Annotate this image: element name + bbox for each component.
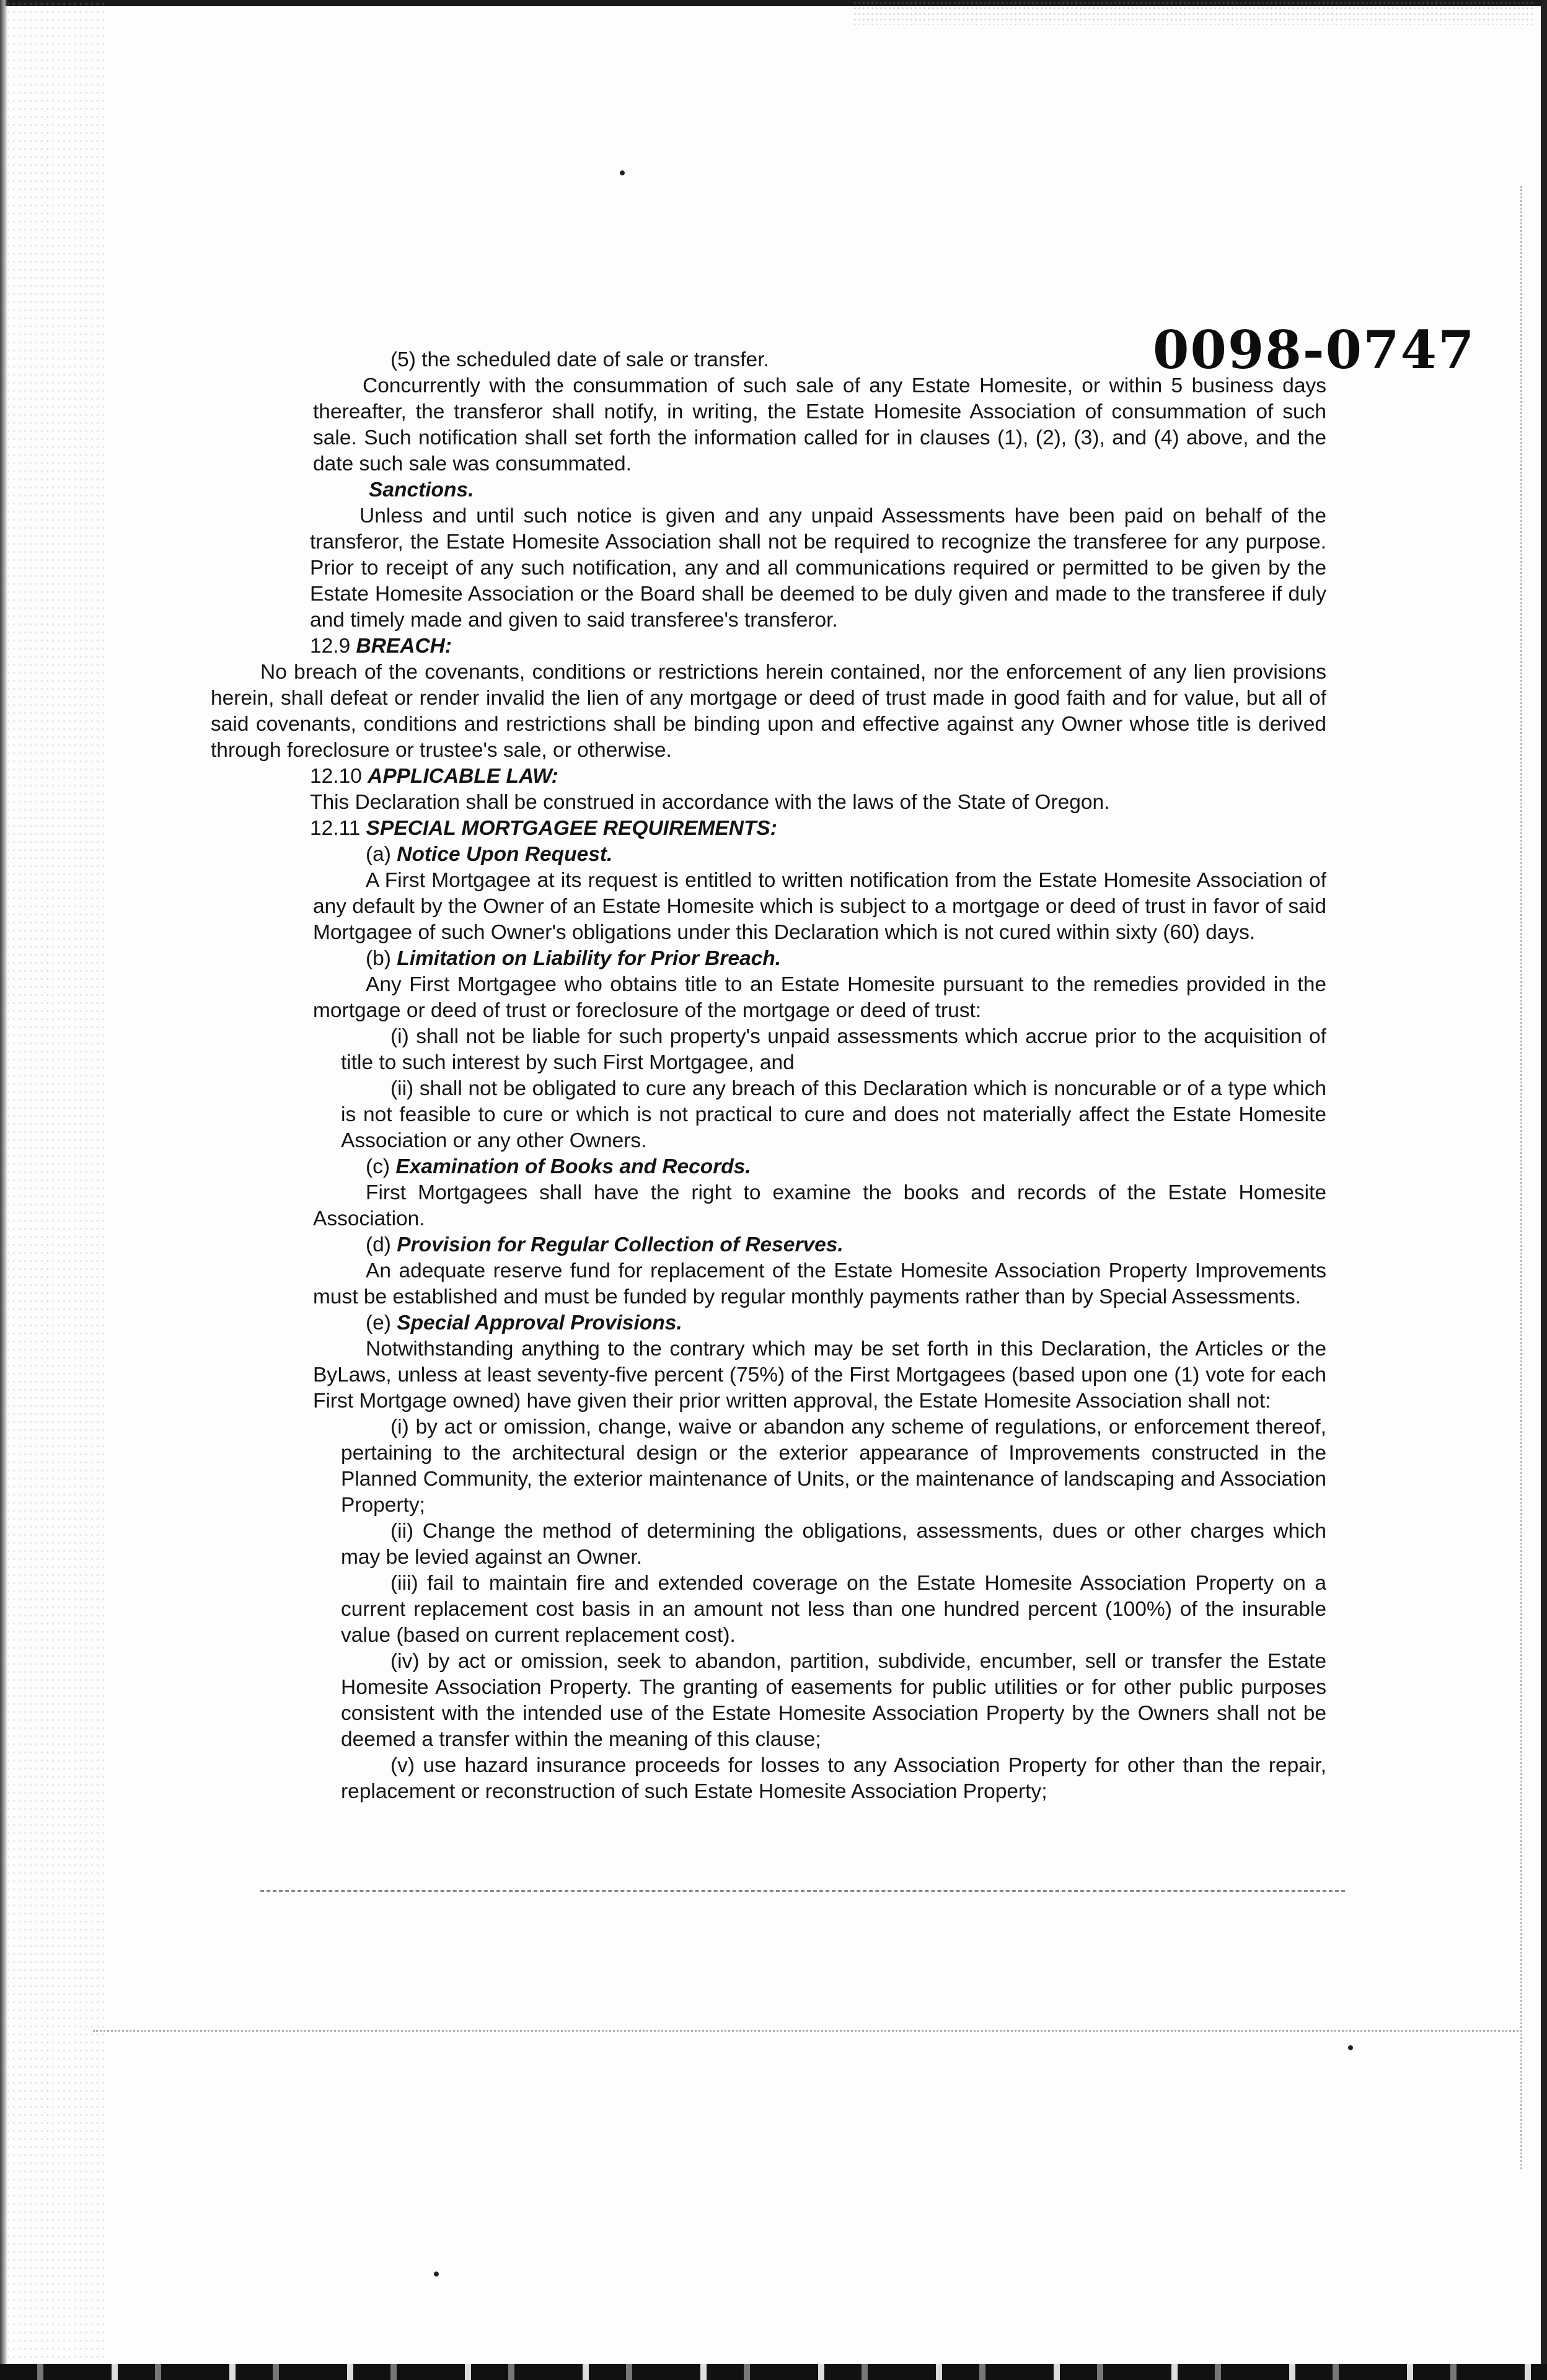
- scan-edge-bottom: [0, 2364, 1547, 2380]
- paragraph-concurrently: Concurrently with the consummation of such sale of any Estate Homesite, or within 5 business days thereafter, the transferor shall notify, in writing, the Estate Homesite Association of consummation of such sale. Such notification shall set forth the information called for in clauses (1), (2), (3), and (4) above, and the date such sale was consummated.: [313, 374, 1326, 475]
- subsection-title: Examination of Books and Records.: [395, 1155, 751, 1178]
- subsection-label: (d): [366, 1233, 397, 1256]
- paragraph-examination: First Mortgagees shall have the right to examine the books and records of the Estate Homesite Association.: [313, 1181, 1326, 1230]
- subsection-b-heading: [366, 946, 1326, 972]
- clause-5-line: (5) the scheduled date of sale or transfer.: [390, 348, 769, 371]
- subsection-a-heading: [366, 842, 1326, 868]
- clause-e-i: (i) by act or omission, change, waive or abandon any scheme of regulations, or enforcement thereof, pertaining to the architectural design or the exterior appearance of Improvements constructed in the Planned Community, the exterior maintenance of Units, or the maintenance of landscaping and Association Property;: [341, 1416, 1326, 1517]
- scan-dot: [620, 170, 625, 175]
- document-number: 0098-0747: [1153, 319, 1476, 381]
- paragraph-unless: Unless and until such notice is given and any unpaid Assessments have been paid on behalf of the transferor, the Estate Homesite Association shall not be required to recognize the transferee for any purpose. Prior to receipt of any such notification, any and all communications required or permitted to be given by the Estate Homesite Association or the Board shall be deemed to be duly given and made to the transferee if duly and timely made and given to said transferee's transferor.: [310, 505, 1326, 632]
- subsection-label: (a): [366, 843, 397, 866]
- section-number: 12.11: [310, 817, 366, 840]
- scan-dot: [1348, 2045, 1353, 2050]
- paragraph-notice-upon-request: A First Mortgagee at its request is entitled to written notification from the Estate Homesite Association of any default by the Owner of an Estate Homesite which is subject to a mortgage or deed of trust in favor of said Mortgagee of such Owner's obligations under this Declaration which is not cured within sixty (60) days.: [313, 869, 1326, 944]
- heading-sanctions: Sanctions.: [369, 478, 474, 501]
- section-number: 12.10: [310, 765, 368, 788]
- clause-e-iv: (iv) by act or omission, seek to abandon, partition, subdivide, encumber, sell or transfer the Estate Homesite Association Property. The granting of easements for public utilities or for other public purposes consistent with the intended use of the Estate Homesite Association Property by the Owners shall not be deemed a transfer within the meaning of this clause;: [341, 1650, 1326, 1751]
- clause-b-i: (i) shall not be liable for such property's unpaid assessments which accrue prior to the acquisition of title to such interest by such First Mortgagee, and: [341, 1025, 1326, 1074]
- section-number: 12.9: [310, 635, 356, 658]
- section-12-11-heading: [310, 816, 1326, 842]
- scan-speckle-right: [1520, 186, 1541, 2169]
- clause-b-ii: (ii) shall not be obligated to cure any breach of this Declaration which is noncurable or of a type which is not feasible to cure or which is not practical to cure and does not materially affect the Estate Homesite Association or any other Owners.: [341, 1077, 1326, 1152]
- bottom-rule: [260, 1890, 1345, 1892]
- paragraph-breach: No breach of the covenants, conditions or restrictions herein contained, nor the enforcement of any lien provisions herein, shall defeat or render invalid the lien of any mortgage or deed of trust made in good faith and for value, but all of said covenants, conditions and restrictions shall be binding upon and effective against any Owner whose title is derived through foreclosure or trustee's sale, or otherwise.: [211, 661, 1326, 762]
- subsection-c-heading: [366, 1154, 1326, 1180]
- subsection-title: Special Approval Provisions.: [397, 1311, 682, 1334]
- paragraph-reserves: An adequate reserve fund for replacement of the Estate Homesite Association Property Improvements must be established and must be funded by regular monthly payments rather than by Special Assessments.: [313, 1259, 1326, 1308]
- paragraph-limitation: Any First Mortgagee who obtains title to an Estate Homesite pursuant to the remedies provided in the mortgage or deed of trust or foreclosure of the mortgage or deed of trust:: [313, 973, 1326, 1022]
- subsection-label: (c): [366, 1155, 396, 1178]
- subsection-e-heading: [366, 1310, 1326, 1336]
- clause-e-iii: (iii) fail to maintain fire and extended coverage on the Estate Homesite Association Property on a current replacement cost basis in an amount not less than one hundred percent (100%) of the insurable value (based on current replacement cost).: [341, 1572, 1326, 1647]
- clause-e-ii: (ii) Change the method of determining the obligations, assessments, dues or other charges which may be levied against an Owner.: [341, 1520, 1326, 1569]
- paragraph-applicable-law: This Declaration shall be construed in accordance with the laws of the State of Oregon.: [310, 791, 1110, 814]
- scan-edge-right: [1541, 0, 1547, 2380]
- scan-speckle-top: [853, 0, 1535, 25]
- section-title: BREACH:: [356, 635, 452, 658]
- paragraph-special-approval: Notwithstanding anything to the contrary which may be set forth in this Declaration, the Articles or the ByLaws, unless at least seventy-five percent (75%) of the First Mortgagees (based upon one (1) vote for each First Mortgage owned) have given their prior written approval, the Estate Homesite Association shall not:: [313, 1338, 1326, 1413]
- subsection-title: Provision for Regular Collection of Reserves.: [397, 1233, 844, 1256]
- subsection-d-heading: [366, 1232, 1326, 1258]
- clause-e-v: (v) use hazard insurance proceeds for losses to any Association Property for other than the repair, replacement or reconstruction of such Estate Homesite Association Property;: [341, 1754, 1326, 1803]
- section-title: APPLICABLE LAW:: [368, 765, 558, 788]
- section-12-9-heading: [310, 633, 1326, 659]
- scan-dot: [434, 2272, 439, 2276]
- scan-artifact-line: [93, 2030, 1518, 2034]
- scan-speckle-left: [0, 0, 105, 2380]
- subsection-title: Notice Upon Request.: [397, 843, 613, 866]
- subsection-label: (e): [366, 1311, 397, 1334]
- section-12-10-heading: [310, 764, 1326, 790]
- subsection-label: (b): [366, 947, 397, 970]
- document-body: [211, 347, 1326, 1805]
- section-title: SPECIAL MORTGAGEE REQUIREMENTS:: [366, 817, 777, 840]
- subsection-title: Limitation on Liability for Prior Breach.: [397, 947, 782, 970]
